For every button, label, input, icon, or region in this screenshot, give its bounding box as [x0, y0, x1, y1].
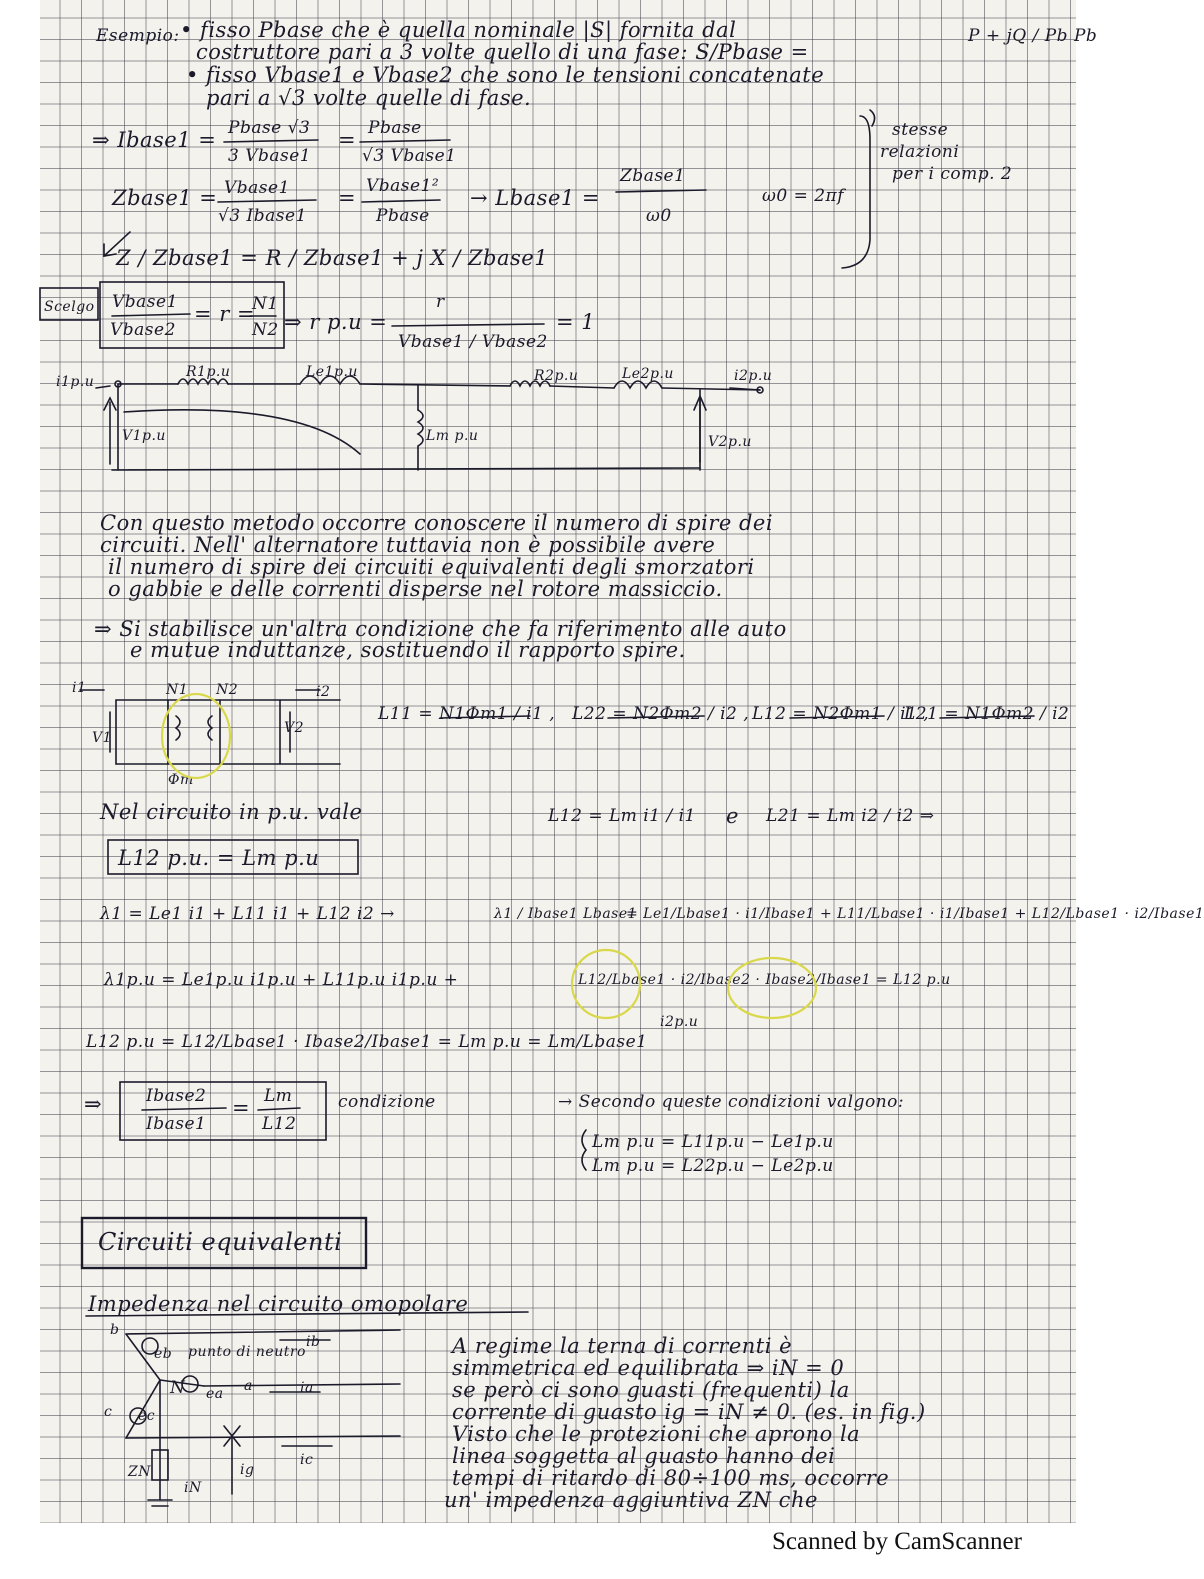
- frac-num: Pbase √3: [228, 118, 311, 138]
- text-line: il numero di spire dei circuiti equivalenti degli smorzatori: [108, 555, 755, 579]
- text-line: → Secondo queste condizioni valgono:: [558, 1092, 905, 1112]
- frac-den: √3 Ibase1: [218, 206, 307, 226]
- text-line: • fisso Pbase che è quella nominale |S| fornita dal: [180, 18, 737, 42]
- coil-n2: [208, 716, 212, 740]
- formula: Lm p.u = L22p.u − Le2p.u: [592, 1156, 834, 1176]
- frac-num: Vbase1²: [366, 176, 440, 196]
- circuit-label: V1: [92, 730, 113, 746]
- frac-bar: [608, 716, 704, 718]
- text-line: tempi di ritardo di 80÷100 ms, occorre: [452, 1466, 890, 1490]
- circuit-label: R1p.u: [186, 364, 231, 380]
- formula: L12 = N2Φm1 / i1 ,: [752, 704, 930, 724]
- frac-num: N1: [252, 294, 279, 314]
- text-line: un' impedenza aggiuntiva ZN che: [444, 1488, 818, 1512]
- frac-bar: [440, 716, 530, 718]
- frac-den: Ibase1: [146, 1114, 207, 1134]
- equals: =: [338, 128, 357, 152]
- circuit-label: Le1p.u: [306, 364, 358, 380]
- brace: [842, 116, 870, 268]
- frac-den: 3 Vbase1: [228, 146, 312, 166]
- circuit-label: V2p.u: [708, 434, 752, 450]
- formula: L11 = N1Φm1 / i1 ,: [378, 704, 556, 724]
- text-line: Nel circuito in p.u. vale: [100, 800, 363, 824]
- equals: =: [232, 1096, 251, 1120]
- frac-den: Pbase: [376, 206, 430, 226]
- frac-bar: [218, 200, 316, 202]
- text-line: ⇒ Si stabilisce un'altra condizione che fa riferimento alle auto: [94, 617, 787, 641]
- circuit-label: ib: [306, 1334, 321, 1350]
- circuit-label: b: [110, 1322, 120, 1338]
- subsection-title: Impedenza nel circuito omopolare: [88, 1292, 469, 1316]
- resistor-r1: [178, 379, 228, 384]
- brace-note: relazioni: [880, 142, 960, 162]
- formula: L22 = N2Φm2 / i2 ,: [572, 704, 750, 724]
- frac-bar: [142, 1108, 226, 1110]
- circuit-label: i1p.u: [56, 374, 95, 390]
- circuit-label: ic: [300, 1452, 314, 1468]
- frac-bar: [790, 716, 884, 718]
- frac-bar: [360, 140, 450, 142]
- circuit-label: ZN: [128, 1464, 151, 1480]
- circuit-label: R2p.u: [534, 368, 579, 384]
- boxed-formula: L12 p.u. = Lm p.u: [118, 846, 320, 870]
- circuit-label: ig: [240, 1462, 255, 1478]
- text-line: circuiti. Nell' alternatore tuttavia non è possibile avere: [100, 533, 716, 557]
- frac-den: ω0: [646, 206, 672, 226]
- equals: = 1: [556, 310, 596, 334]
- frac-num: Zbase1: [620, 166, 686, 186]
- omega-def: ω0 = 2πf: [762, 186, 845, 206]
- circuit-label: a: [244, 1378, 253, 1394]
- scan-footer: Scanned by CamScanner: [772, 1528, 1022, 1555]
- formula: L21 = Lm i2 / i2 ⇒: [766, 806, 935, 826]
- frac-den: N2: [252, 320, 279, 340]
- circuit-label: ia: [300, 1380, 314, 1396]
- text-line: e mutue induttanze, sostituendo il rapporto spire.: [130, 638, 686, 662]
- formula-lhs: ⇒ Ibase1 =: [92, 128, 217, 152]
- arrow: [96, 386, 110, 388]
- circuit-label: ea: [206, 1386, 224, 1402]
- formula: L12 p.u = L12/Lbase1 · Ibase2/Ibase1 = Lm p.u = Lm/Lbase1: [86, 1032, 648, 1052]
- arrow: [104, 232, 130, 256]
- formula: L12/Lbase1 · i2/Ibase2 · Ibase2/Ibase1 = L12 p.u: [578, 972, 951, 988]
- formula-lhs: Zbase1 =: [112, 186, 218, 210]
- wire-a: [204, 1384, 400, 1386]
- frac-den: Vbase2: [110, 320, 176, 340]
- circuit-label: V2: [284, 720, 305, 736]
- text-line: se però ci sono guasti (frequenti) la: [452, 1378, 850, 1402]
- source-eb: [142, 1338, 158, 1354]
- frac-num: Pbase: [368, 118, 422, 138]
- formula: Lm p.u = L11p.u − Le1p.u: [592, 1132, 834, 1152]
- frac-den: Vbase1 / Vbase2: [398, 332, 548, 352]
- circuit-label: Φm: [168, 772, 194, 788]
- section-title: Circuiti equivalenti: [98, 1228, 343, 1256]
- circuit-label: i2p.u: [734, 368, 773, 384]
- frac-num: Vbase1: [112, 292, 178, 312]
- circuit-label: c: [104, 1404, 113, 1420]
- scelgo-box: [40, 288, 98, 320]
- resistor-r2: [510, 381, 550, 386]
- text-word: e: [726, 804, 739, 828]
- circuit-label: N2: [216, 682, 239, 698]
- text-line: P + jQ / Pb Pb: [968, 26, 1098, 46]
- wire: [360, 384, 510, 386]
- circuit-label: V1p.u: [122, 428, 166, 444]
- wire-c: [126, 1436, 400, 1438]
- frac-bar: [616, 190, 706, 192]
- brace: [582, 1130, 586, 1170]
- brace: [870, 110, 875, 126]
- text-line: o gabbie e delle correnti disperse nel rotore massiccio.: [108, 577, 723, 601]
- text-word: condizione: [338, 1092, 436, 1112]
- frac-bar: [224, 140, 318, 142]
- formula: = Le1/Lbase1 · i1/Ibase1 + L11/Lbase1 · i1/Ibase1 + L12/Lbase1 · i2/Ibase1: [626, 906, 1204, 922]
- wire: [550, 386, 614, 388]
- frac-num: r: [436, 292, 445, 312]
- frac-bar: [940, 716, 1034, 718]
- circuit-label: ec: [138, 1408, 156, 1424]
- implies: ⇒: [84, 1092, 103, 1116]
- circuit-label: N: [170, 1378, 186, 1398]
- formula-lhs: → Lbase1 =: [470, 186, 601, 210]
- wire: [112, 468, 700, 470]
- circuit-label: N1: [166, 682, 189, 698]
- frac-den: L12: [262, 1114, 297, 1134]
- frac-bar: [392, 324, 544, 326]
- circuit-label: eb: [154, 1346, 173, 1362]
- text-line: Visto che le protezioni che aprono la: [452, 1422, 861, 1446]
- text-line: Con questo metodo occorre conoscere il numero di spire dei: [100, 511, 774, 535]
- circuit-label: iN: [184, 1480, 202, 1496]
- circuit-label: punto di neutro: [188, 1344, 306, 1360]
- text-line: linea soggetta al guasto hanno dei: [452, 1444, 836, 1468]
- text-line: simmetrica ed equilibrata ⇒ iN = 0: [452, 1356, 845, 1380]
- highlight: [572, 950, 640, 1018]
- equals: =: [338, 186, 357, 210]
- circuit-label: Lm p.u: [426, 428, 479, 444]
- brace-note: per i comp. 2: [892, 164, 1013, 184]
- boxed-formula: [108, 840, 358, 874]
- text-line: corrente di guasto ig = iN ≠ 0. (es. in fig.): [452, 1400, 926, 1424]
- text-line: A regime la terna di correnti è: [452, 1334, 793, 1358]
- wire-b: [126, 1330, 400, 1334]
- inductor-le1: [300, 376, 360, 384]
- frac-num: Vbase1: [224, 178, 290, 198]
- curve: [124, 410, 360, 454]
- formula: λ1p.u = Le1p.u i1p.u + L11p.u i1p.u +: [104, 970, 459, 990]
- boxed-formula: [120, 1082, 326, 1140]
- formula-note: i2p.u: [660, 1014, 699, 1030]
- frac-num: Lm: [264, 1086, 293, 1106]
- ratio-r: = r =: [194, 302, 256, 326]
- circuit-label: Le2p.u: [622, 366, 674, 382]
- frac-num: Ibase2: [146, 1086, 207, 1106]
- text-line: costruttore pari a 3 volte quello di una fase: S/Pbase =: [196, 40, 809, 64]
- formula: λ1 = Le1 i1 + L11 i1 + L12 i2 →: [100, 904, 395, 924]
- circuit-label: i1: [72, 680, 87, 696]
- esempio-label: Esempio:: [96, 26, 180, 46]
- scelgo-label: Scelgo: [44, 299, 95, 315]
- brace-note: stesse: [892, 120, 949, 140]
- section-box: [82, 1218, 366, 1268]
- text-line: pari a √3 volte quelle di fase.: [206, 86, 532, 110]
- formula-line: Z / Zbase1 = R / Zbase1 + j X / Zbase1: [116, 246, 549, 270]
- frac-bar: [258, 1108, 300, 1110]
- frac-den: √3 Vbase1: [362, 146, 457, 166]
- highlight: [728, 958, 816, 1018]
- underline: [86, 1312, 528, 1316]
- coil-n1: [176, 716, 180, 740]
- circuit-label: i2: [316, 684, 331, 700]
- formula: L12 = Lm i1 / i1: [548, 806, 696, 826]
- formula-lhs: ⇒ r p.u =: [284, 310, 388, 334]
- formula: λ1 / Ibase1 Lbase1: [494, 906, 638, 922]
- frac-bar: [112, 314, 190, 316]
- inductor-le2: [614, 381, 662, 388]
- text-line: • fisso Vbase1 e Vbase2 che sono le tensioni concatenate: [186, 63, 825, 87]
- inductor-lm: [418, 410, 423, 446]
- formula: L21 = N1Φm2 / i2: [904, 704, 1070, 724]
- frac-bar: [362, 200, 440, 202]
